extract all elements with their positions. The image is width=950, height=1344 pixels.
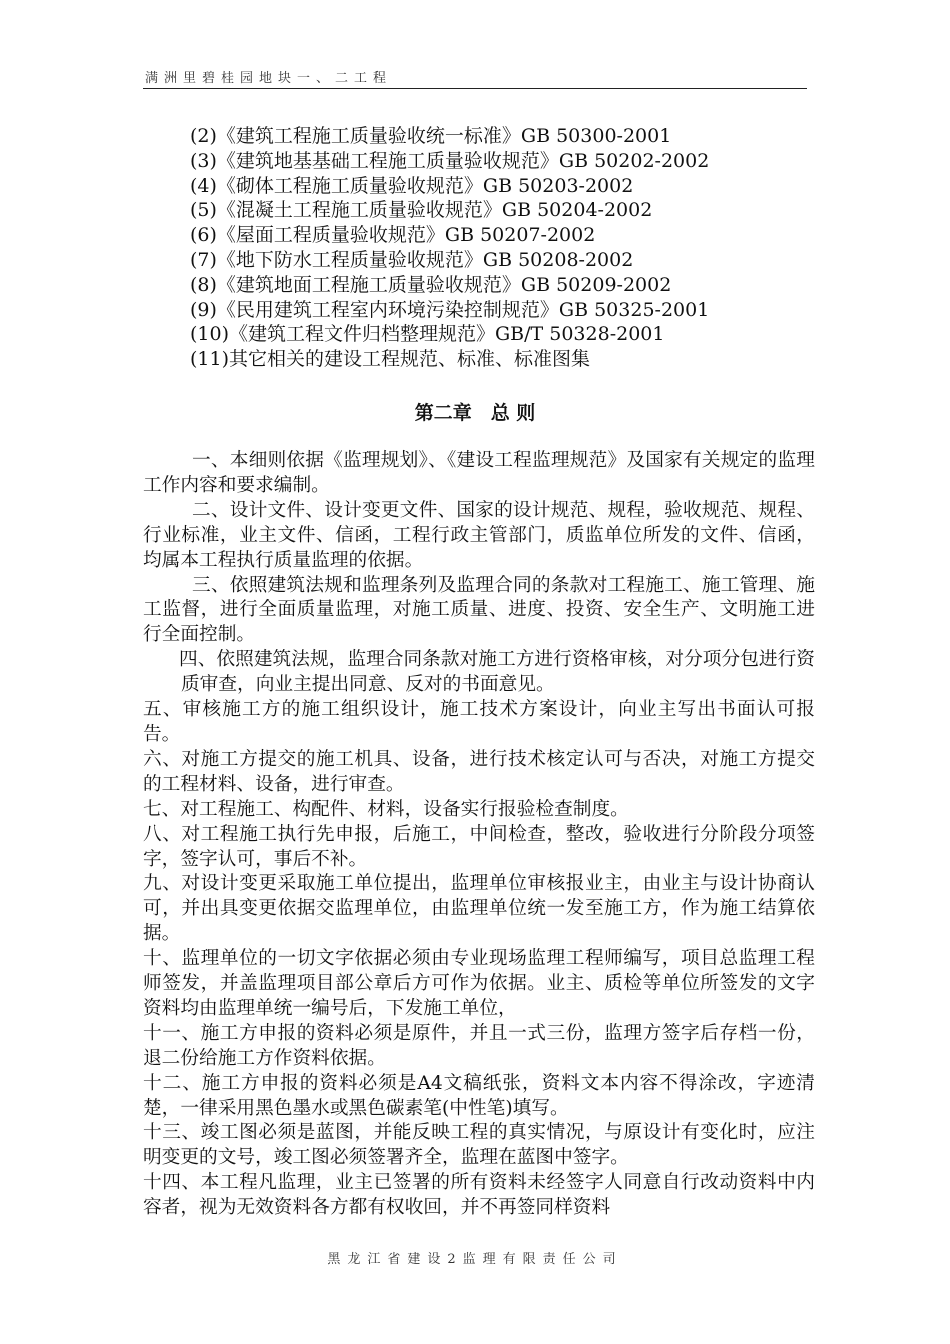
reference-item: (5)《混凝土工程施工质量验收规范》GB 50204-2002 <box>190 199 653 222</box>
reference-item: (3)《建筑地基基础工程施工质量验收规范》GB 50202-2002 <box>190 149 710 172</box>
paragraph: 三、依照建筑法规和监理条列及监理合同的条款对工程施工、施工管理、施工监督，进行全面质量监理，对施工质量、进度、投资、安全生产、文明施工进行全面控制。 <box>143 574 815 646</box>
paragraph: 一、本细则依据《监理规划》、《建设工程监理规范》及国家有关规定的监理工作内容和要求编制。 <box>143 450 815 496</box>
reference-item: (7)《地下防水工程质量验收规范》GB 50208-2002 <box>190 248 634 271</box>
reference-item: (9)《民用建筑工程室内环境污染控制规范》GB 50325-2001 <box>190 298 710 321</box>
paragraph: 二、设计文件、设计变更文件、国家的设计规范、规程，验收规范、规程、行业标准，业主文件、信函，工程行政主管部门，质监单位所发的文件、信函，均属本工程执行质量监理的依据。 <box>143 499 815 571</box>
reference-item: (10)《建筑工程文件归档整理规范》GB/T 50328-2001 <box>190 323 665 346</box>
reference-item: (6)《屋面工程质量验收规范》GB 50207-2002 <box>190 224 596 247</box>
paragraph: 十二、施工方申报的资料必须是A4文稿纸张，资料文本内容不得涂改，字迹清楚，一律采用黑色墨水或黑色碳素笔(中性笔)填写。 <box>143 1072 815 1119</box>
paragraph: 十三、竣工图必须是蓝图，并能反映工程的真实情况，与原设计有变化时，应注明变更的文号，竣工图必须签署齐全，监理在蓝图中签字。 <box>143 1122 815 1169</box>
chapter-body <box>143 449 815 1221</box>
reference-item: (8)《建筑地面工程施工质量验收规范》GB 50209-2002 <box>190 273 672 296</box>
paragraph: 六、对施工方提交的施工机具、设备，进行技术核定认可与否决，对施工方提交的工程材料、设备，进行审查。 <box>143 748 815 795</box>
page-header <box>143 64 807 89</box>
header-title: 满洲里碧桂园地块一、二工程 <box>145 71 393 86</box>
paragraph: 五、审核施工方的施工组织设计，施工技术方案设计，向业主写出书面认可报告。 <box>143 699 815 745</box>
reference-item: (4)《砌体工程施工质量验收规范》GB 50203-2002 <box>190 174 634 197</box>
reference-list <box>190 124 709 372</box>
paragraph: 十四、本工程凡监理，业主已签署的所有资料未经签字人同意自行改动资料中内容者，视为无效资料各方都有权收回，并不再签同样资料 <box>143 1172 815 1219</box>
page-footer: 黑龙江省建设2监理有限责任公司 <box>327 1252 623 1267</box>
chapter-title: 第二章 总 则 <box>414 402 536 424</box>
paragraph: 七、对工程施工、构配件、材料，设备实行报验检查制度。 <box>143 798 629 820</box>
paragraph: 十、监理单位的一切文字依据必须由专业现场监理工程师编写，项目总监理工程师签发，并盖监理项目部公章后方可作为依据。业主、质检等单位所签发的文字资料均由监理单统一编号后，下发施工单位， <box>143 948 815 1019</box>
paragraph: 十一、施工方申报的资料必须是原件，并且一式三份，监理方签字后存档一份，退二份给施工方作资料依据。 <box>143 1022 815 1069</box>
paragraph: 四、依照建筑法规，监理合同条款对施工方进行资格审核，对分项分包进行资质审查，向业主提出同意、反对的书面意见。 <box>179 649 815 696</box>
reference-item: (2)《建筑工程施工质量验收统一标准》GB 50300-2001 <box>190 125 672 147</box>
reference-item: (11)其它相关的建设工程规范、标准、标准图集 <box>190 348 591 371</box>
paragraph: 八、对工程施工执行先申报，后施工，中间检查，整改，验收进行分阶段分项签字，签字认可，事后不补。 <box>143 823 815 870</box>
paragraph: 九、对设计变更采取施工单位提出，监理单位审核报业主，由业主与设计协商认可，并出具变更依据交监理单位，由监理单位统一发至施工方，作为施工结算依据。 <box>143 873 815 945</box>
